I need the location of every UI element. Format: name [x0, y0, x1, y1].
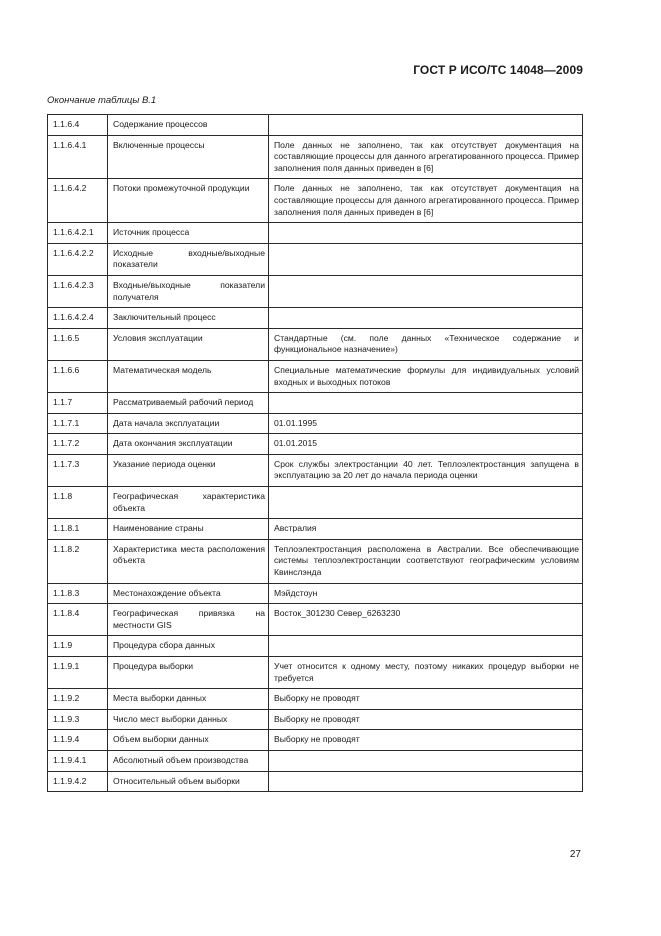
row-number: 1.1.6.4 — [48, 115, 108, 136]
row-value: Срок службы электростанции 40 лет. Теплоэлектростанция запущена в эксплуатацию за 20 лет до начала периода оценки — [269, 454, 583, 486]
table-row — [48, 604, 583, 636]
row-number: 1.1.9.3 — [48, 709, 108, 730]
table-row — [48, 771, 583, 792]
row-number: 1.1.9.4.2 — [48, 771, 108, 792]
row-name: Математическая модель — [108, 360, 269, 392]
row-value — [269, 308, 583, 329]
row-number: 1.1.7.3 — [48, 454, 108, 486]
table-row — [48, 135, 583, 179]
row-name: Географическая характеристика объекта — [108, 487, 269, 519]
table-row — [48, 434, 583, 455]
row-name: Объем выборки данных — [108, 730, 269, 751]
row-number: 1.1.6.4.2.3 — [48, 275, 108, 307]
row-number: 1.1.6.4.2.4 — [48, 308, 108, 329]
row-number: 1.1.8.4 — [48, 604, 108, 636]
table-row — [48, 223, 583, 244]
row-value: Теплоэлектростанция расположена в Австралии. Все обеспечивающие системы теплоэлектростанции соответствуют географическим условиям Квинслэнда — [269, 539, 583, 583]
row-value: Поле данных не заполнено, так как отсутствует документация на составляющие процессы для данного агрегатированного процесса. Пример заполнения поля данных приведен в [6] — [269, 135, 583, 179]
table-body — [48, 115, 583, 792]
row-number: 1.1.8.1 — [48, 519, 108, 540]
table-row — [48, 243, 583, 275]
row-value — [269, 393, 583, 414]
table-row — [48, 709, 583, 730]
row-value: Стандартные (см. поле данных «Техническое содержание и функциональное назначение») — [269, 328, 583, 360]
row-number: 1.1.9 — [48, 636, 108, 657]
row-name: Потоки промежуточной продукции — [108, 179, 269, 223]
row-name: Условия эксплуатации — [108, 328, 269, 360]
row-number: 1.1.7.1 — [48, 413, 108, 434]
row-name: Наименование страны — [108, 519, 269, 540]
row-name: Содержание процессов — [108, 115, 269, 136]
table-row — [48, 115, 583, 136]
row-number: 1.1.7 — [48, 393, 108, 414]
row-name: Дата начала эксплуатации — [108, 413, 269, 434]
row-value — [269, 243, 583, 275]
row-value: 01.01.2015 — [269, 434, 583, 455]
table-row — [48, 730, 583, 751]
table-row — [48, 360, 583, 392]
table-row — [48, 179, 583, 223]
row-number: 1.1.9.1 — [48, 657, 108, 689]
row-number: 1.1.8 — [48, 487, 108, 519]
row-number: 1.1.6.5 — [48, 328, 108, 360]
row-name: Характеристика места расположения объекта — [108, 539, 269, 583]
data-table — [47, 114, 583, 792]
row-value: Выборку не проводят — [269, 709, 583, 730]
row-number: 1.1.6.4.1 — [48, 135, 108, 179]
row-number: 1.1.6.4.2 — [48, 179, 108, 223]
table-row — [48, 275, 583, 307]
row-value: Выборку не проводят — [269, 730, 583, 751]
row-name: Источник процесса — [108, 223, 269, 244]
row-name: Включенные процессы — [108, 135, 269, 179]
row-number: 1.1.9.4 — [48, 730, 108, 751]
row-number: 1.1.7.2 — [48, 434, 108, 455]
table-row — [48, 328, 583, 360]
row-name: Число мест выборки данных — [108, 709, 269, 730]
row-value: Выборку не проводят — [269, 689, 583, 710]
row-name: Абсолютный объем производства — [108, 750, 269, 771]
row-name: Указание периода оценки — [108, 454, 269, 486]
table-row — [48, 487, 583, 519]
table-row — [48, 393, 583, 414]
row-name: Дата окончания эксплуатации — [108, 434, 269, 455]
table-caption: Окончание таблицы В.1 — [47, 95, 157, 106]
row-value: 01.01.1995 — [269, 413, 583, 434]
row-number: 1.1.6.6 — [48, 360, 108, 392]
page-header: ГОСТ Р ИСО/ТС 14048—2009 — [413, 63, 583, 77]
row-value: Учет относится к одному месту, поэтому никаких процедур выборки не требуется — [269, 657, 583, 689]
row-name: Входные/выходные показатели получателя — [108, 275, 269, 307]
row-value — [269, 275, 583, 307]
row-name: Процедура сбора данных — [108, 636, 269, 657]
table-row — [48, 519, 583, 540]
table-row — [48, 636, 583, 657]
row-name: Местонахождение объекта — [108, 583, 269, 604]
row-value — [269, 223, 583, 244]
row-number: 1.1.6.4.2.2 — [48, 243, 108, 275]
row-name: Географическая привязка на местности GIS — [108, 604, 269, 636]
row-value — [269, 487, 583, 519]
row-name: Процедура выборки — [108, 657, 269, 689]
row-number: 1.1.9.2 — [48, 689, 108, 710]
row-value: Австралия — [269, 519, 583, 540]
row-value: Поле данных не заполнено, так как отсутствует документация на составляющие процессы для данного агрегатированного процесса. Пример заполнения поля данных приведен в [6] — [269, 179, 583, 223]
row-value: Мэйдстоун — [269, 583, 583, 604]
row-value: Специальные математические формулы для индивидуальных условий входных и выходных потоков — [269, 360, 583, 392]
row-number: 1.1.9.4.1 — [48, 750, 108, 771]
row-value — [269, 750, 583, 771]
table-row — [48, 539, 583, 583]
row-name: Места выборки данных — [108, 689, 269, 710]
table-row — [48, 583, 583, 604]
table-row — [48, 689, 583, 710]
row-value — [269, 636, 583, 657]
page-number: 27 — [569, 849, 581, 860]
row-name: Исходные входные/выходные показатели — [108, 243, 269, 275]
row-number: 1.1.8.3 — [48, 583, 108, 604]
row-name: Рассматриваемый рабочий период — [108, 393, 269, 414]
row-value — [269, 771, 583, 792]
row-value — [269, 115, 583, 136]
row-name: Заключительный процесс — [108, 308, 269, 329]
row-name: Относительный объем выборки — [108, 771, 269, 792]
table-row — [48, 308, 583, 329]
table-row — [48, 454, 583, 486]
table-row — [48, 413, 583, 434]
table-row — [48, 657, 583, 689]
row-number: 1.1.6.4.2.1 — [48, 223, 108, 244]
row-number: 1.1.8.2 — [48, 539, 108, 583]
row-value: Восток_301230 Север_6263230 — [269, 604, 583, 636]
table-row — [48, 750, 583, 771]
